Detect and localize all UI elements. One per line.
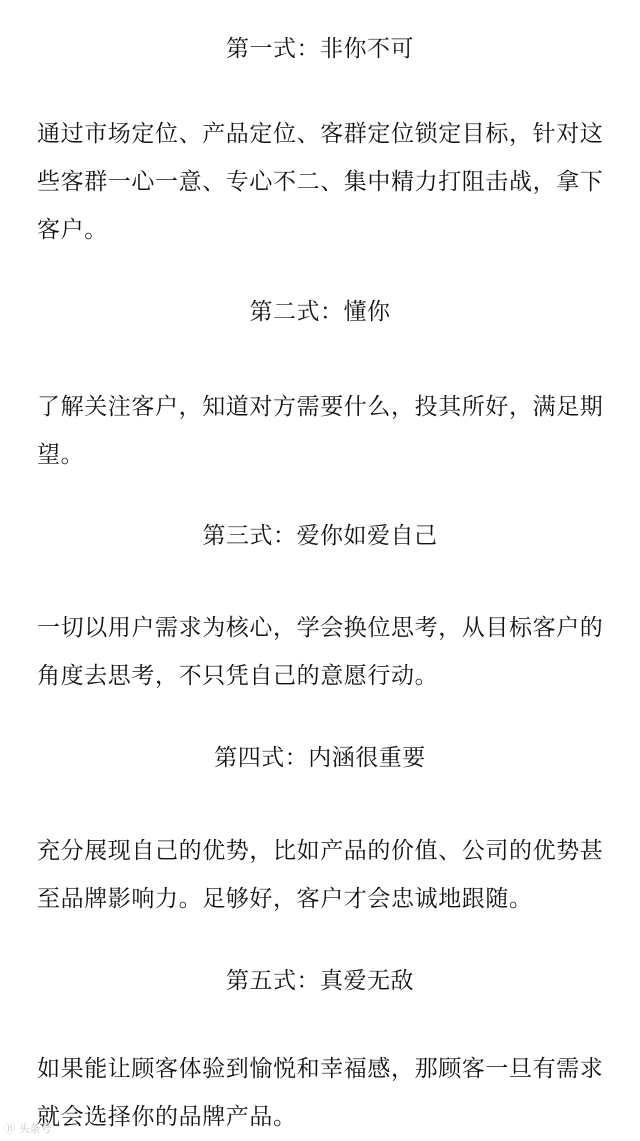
paragraph-line: 了解关注客户，知道对方需要什么，投其所好，满足期 [37,394,604,420]
paragraph-line: 如果能让顾客体验到愉悦和幸福感，那顾客一旦有需求 [37,1056,604,1082]
paragraph-line: 些客群一心一意、专心不二、集中精力打阻击战，拿下 [37,169,604,195]
section-4-heading: 第四式：内涵很重要 [214,745,426,771]
watermark: Ⓑ 头条号 [4,1122,52,1135]
section-5-heading: 第五式：真爱无敌 [226,968,414,994]
section-3-heading: 第三式：爱你如爱自己 [202,523,438,549]
section-2-heading: 第二式：懂你 [249,299,391,325]
section-5-paragraph [37,1045,617,1141]
section-4-paragraph [37,827,617,923]
section-2-paragraph [37,383,617,479]
paragraph-line: 一切以用户需求为核心，学会换位思考，从目标客户的 [37,615,604,641]
paragraph-line: 充分展现自己的优势，比如产品的价值、公司的优势甚 [37,838,604,864]
section-1-heading: 第一式：非你不可 [226,36,414,62]
section-3-paragraph [37,604,617,700]
paragraph-line: 客户。 [37,217,108,243]
paragraph-line: 至品牌影响力。足够好，客户才会忠诚地跟随。 [37,886,533,912]
paragraph-line: 望。 [37,442,85,468]
paragraph-line: 角度去思考，不只凭自己的意愿行动。 [37,663,439,689]
paragraph-line: 就会选择你的品牌产品。 [37,1104,297,1130]
paragraph-line: 通过市场定位、产品定位、客群定位锁定目标，针对这 [37,121,604,147]
section-1-paragraph [37,110,617,254]
